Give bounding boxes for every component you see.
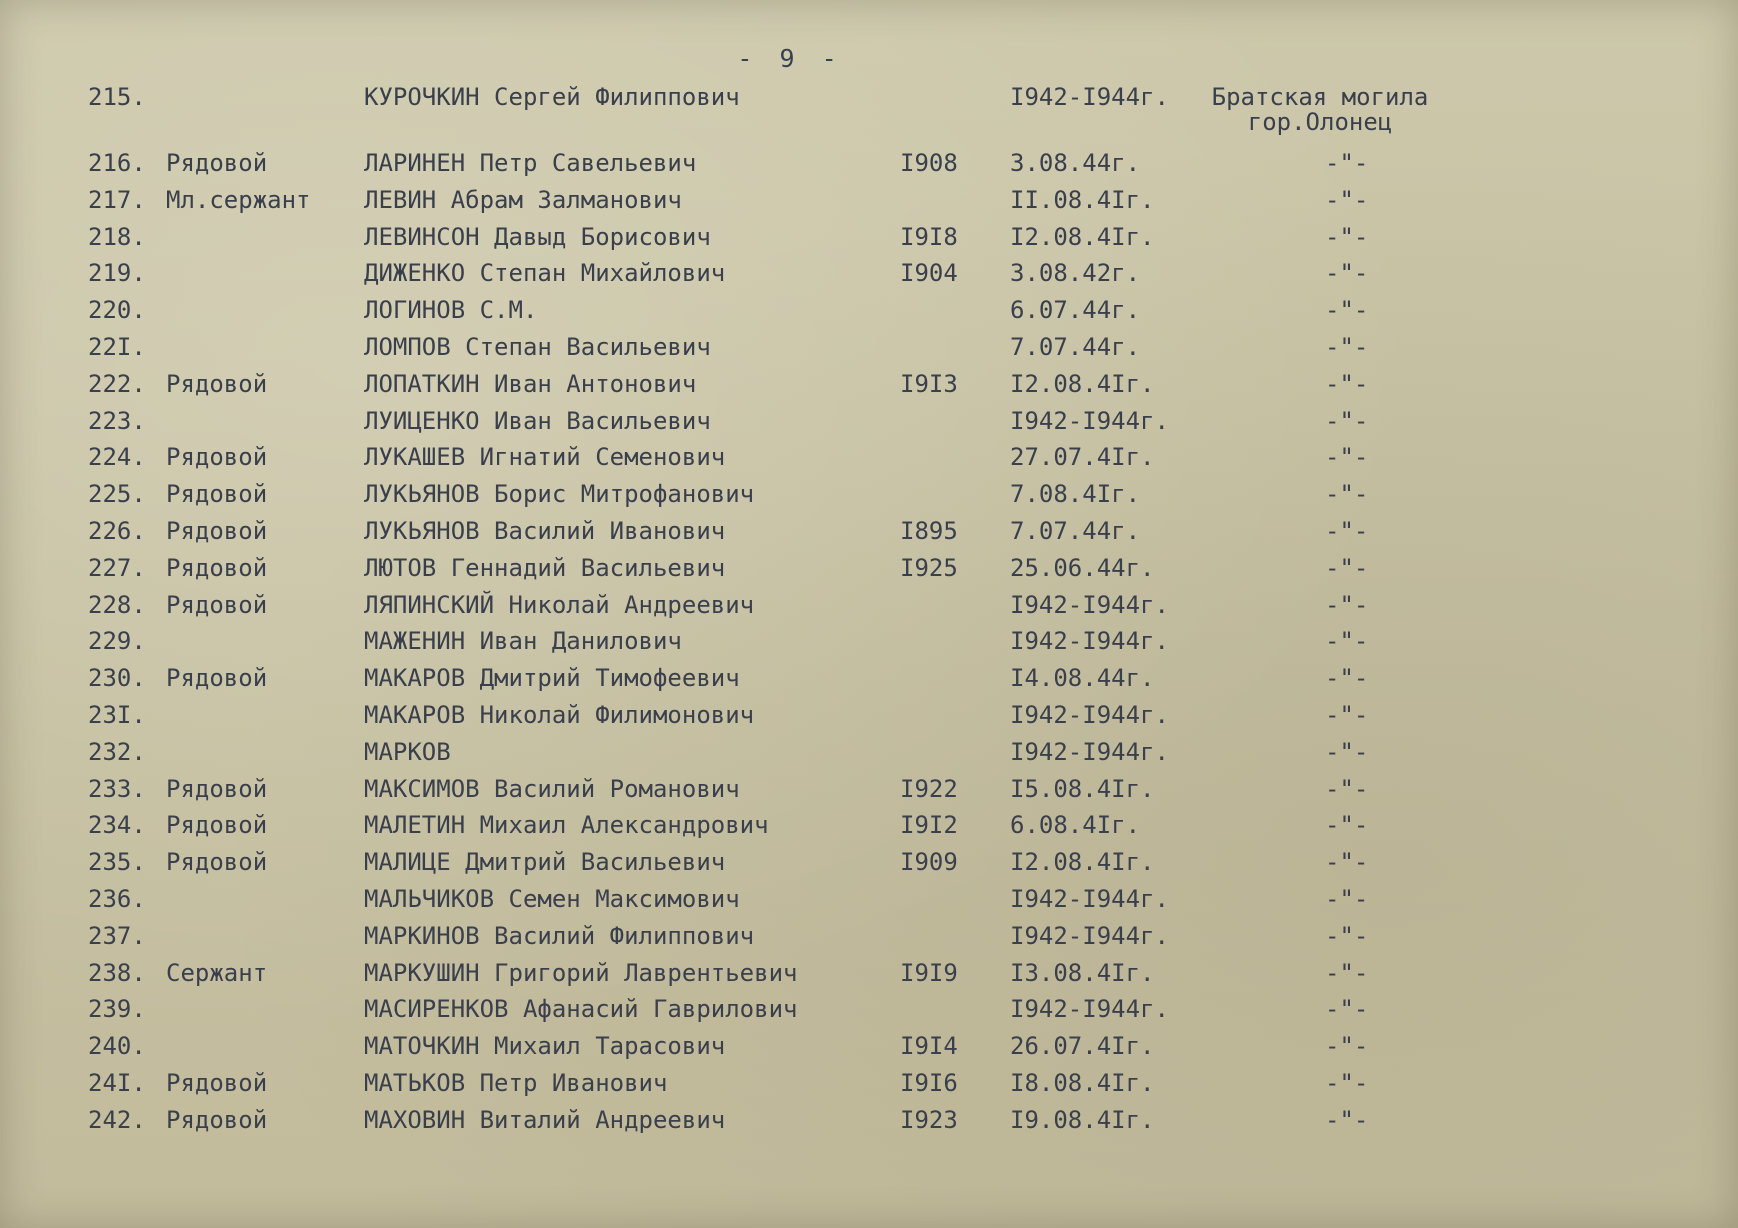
list-row: [0, 774, 1738, 811]
row-burial-place: -"-: [1325, 1068, 1369, 1097]
list-row: [0, 663, 1738, 700]
row-name: МАЖЕНИН Иван Данилович: [364, 627, 682, 656]
list-row: [0, 553, 1738, 590]
row-death-date: 3.08.42г.: [1010, 259, 1141, 288]
row-name: МАСИРЕНКОВ Афанасий Гаврилович: [364, 995, 798, 1024]
row-rank: Рядовой: [166, 590, 268, 619]
row-rank: Мл.сержант: [166, 185, 311, 214]
row-name: ЛАРИНЕН Петр Савельевич: [364, 149, 697, 177]
row-birth-year: I9I8: [900, 222, 958, 251]
row-burial-place: -"-: [1325, 516, 1369, 545]
row-rank: Рядовой: [166, 774, 268, 803]
row-death-date: I8.08.4Iг.: [1010, 1068, 1155, 1097]
row-number: 226.: [88, 516, 146, 545]
row-number: 22I.: [88, 332, 146, 361]
row-burial-place: -"-: [1325, 1032, 1369, 1061]
row-burial-place: -"-: [1325, 332, 1369, 361]
row-birth-year: I9I9: [900, 958, 958, 987]
list-row: [0, 406, 1738, 443]
row-name: ЛУКАШЕВ Игнатий Семенович: [364, 443, 726, 472]
row-number: 232.: [88, 737, 146, 766]
row-burial-place: -"-: [1325, 848, 1369, 877]
row-death-date: 25.06.44г.: [1010, 553, 1155, 582]
row-name: МАТЬКОВ Петр Иванович: [364, 1068, 668, 1097]
row-name: КУРОЧКИН Сергей Филиппович: [364, 83, 740, 111]
row-name: ДИЖЕНКО Степан Михайлович: [364, 259, 726, 288]
row-number: 215.: [88, 83, 146, 111]
list-row: [0, 847, 1738, 884]
row-birth-year: I925: [900, 553, 958, 582]
row-burial-place: -"-: [1325, 553, 1369, 582]
row-death-date: 3.08.44г.: [1010, 149, 1141, 177]
row-number: 223.: [88, 406, 146, 435]
row-rank: Рядовой: [166, 149, 268, 177]
row-death-date: 6.07.44г.: [1010, 296, 1141, 325]
list-row: [0, 258, 1738, 295]
row-death-date: I942-I944г.: [1010, 921, 1169, 950]
row-death-date: II.08.4Iг.: [1010, 185, 1155, 214]
row-name: ЛОМПОВ Степан Васильевич: [364, 332, 711, 361]
row-death-date: I942-I944г.: [1010, 884, 1169, 913]
row-number: 217.: [88, 185, 146, 214]
row-burial-place: Братская могила: [1211, 83, 1429, 111]
row-birth-year: I895: [900, 516, 958, 545]
row-burial-place: -"-: [1325, 443, 1369, 472]
row-death-date: 26.07.4Iг.: [1010, 1032, 1155, 1061]
list-row: [0, 810, 1738, 847]
row-rank: Рядовой: [166, 516, 268, 545]
list-row: [0, 295, 1738, 332]
row-name: ЛЕВИН Абрам Залманович: [364, 185, 682, 214]
row-number: 23I.: [88, 700, 146, 729]
row-number: 219.: [88, 259, 146, 288]
row-rank: Рядовой: [166, 664, 268, 693]
row-death-date: I942-I944г.: [1010, 590, 1169, 619]
row-birth-year: I9I2: [900, 811, 958, 840]
list-row: [0, 884, 1738, 921]
row-burial-place-line2: гор.Олонец: [1247, 108, 1393, 136]
row-death-date: 6.08.4Iг.: [1010, 811, 1141, 840]
row-death-date: I5.08.4Iг.: [1010, 774, 1155, 803]
row-death-date: 27.07.4Iг.: [1010, 443, 1155, 472]
row-name: МАКСИМОВ Василий Романович: [364, 774, 740, 803]
row-number: 240.: [88, 1032, 146, 1061]
row-birth-year: I922: [900, 774, 958, 803]
row-death-date: I2.08.4Iг.: [1010, 222, 1155, 251]
row-name: ЛОПАТКИН Иван Антонович: [364, 369, 697, 398]
row-death-date: I942-I944г.: [1010, 995, 1169, 1024]
row-burial-place: -"-: [1325, 259, 1369, 288]
row-burial-place: -"-: [1325, 296, 1369, 325]
row-burial-place: -"-: [1325, 664, 1369, 693]
row-name: ЛУКЬЯНОВ Василий Иванович: [364, 516, 726, 545]
row-name: МАЛЕТИН Михаил Александрович: [364, 811, 769, 840]
list-row: [0, 332, 1738, 369]
row-burial-place: -"-: [1325, 884, 1369, 913]
list-row-first: [0, 82, 1738, 138]
row-burial-place: -"-: [1325, 590, 1369, 619]
list-row: [0, 921, 1738, 958]
row-burial-place: -"-: [1325, 222, 1369, 251]
row-number: 229.: [88, 627, 146, 656]
row-burial-place: -"-: [1325, 480, 1369, 509]
row-number: 218.: [88, 222, 146, 251]
row-birth-year: I909: [900, 848, 958, 877]
row-birth-year: I923: [900, 1105, 958, 1134]
list-row: [0, 737, 1738, 774]
row-death-date: I3.08.4Iг.: [1010, 958, 1155, 987]
row-burial-place: -"-: [1325, 811, 1369, 840]
row-number: 228.: [88, 590, 146, 619]
row-burial-place: -"-: [1325, 185, 1369, 214]
list-row: [0, 958, 1738, 995]
row-number: 227.: [88, 553, 146, 582]
list-row: [0, 700, 1738, 737]
row-number: 233.: [88, 774, 146, 803]
row-number: 237.: [88, 921, 146, 950]
row-death-date: 7.08.4Iг.: [1010, 480, 1141, 509]
row-number: 230.: [88, 664, 146, 693]
row-name: МАЛЬЧИКОВ Семен Максимович: [364, 884, 740, 913]
list-row: [0, 442, 1738, 479]
row-birth-year: I9I6: [900, 1068, 958, 1097]
list-row: [0, 1105, 1738, 1142]
row-number: 234.: [88, 811, 146, 840]
list-row: [0, 516, 1738, 553]
list-row: [0, 1031, 1738, 1068]
row-number: 236.: [88, 884, 146, 913]
row-burial-place: -"-: [1325, 921, 1369, 950]
list-row: [0, 1068, 1738, 1105]
row-burial-place: -"-: [1325, 369, 1369, 398]
row-burial-place: -"-: [1325, 995, 1369, 1024]
row-rank: Рядовой: [166, 553, 268, 582]
row-rank: Сержант: [166, 958, 268, 987]
row-burial-place: -"-: [1325, 1105, 1369, 1134]
row-name: ЛЮТОВ Геннадий Васильевич: [364, 553, 726, 582]
row-death-date: I942-I944г.: [1010, 700, 1169, 729]
row-name: МАТОЧКИН Михаил Тарасович: [364, 1032, 726, 1061]
list-row: [0, 626, 1738, 663]
row-death-date: 7.07.44г.: [1010, 332, 1141, 361]
list-row: [0, 479, 1738, 516]
list-row: [0, 369, 1738, 406]
row-burial-place: -"-: [1325, 737, 1369, 766]
row-burial-place: -"-: [1325, 627, 1369, 656]
row-death-date: I2.08.4Iг.: [1010, 369, 1155, 398]
row-name: МАЛИЦЕ Дмитрий Васильевич: [364, 848, 726, 877]
row-birth-year: I9I4: [900, 1032, 958, 1061]
row-rank: Рядовой: [166, 1105, 268, 1134]
row-rank: Рядовой: [166, 480, 268, 509]
row-burial-place: -"-: [1325, 958, 1369, 987]
row-death-date: I942-I944г.: [1010, 83, 1169, 111]
row-number: 24I.: [88, 1068, 146, 1097]
row-death-date: I942-I944г.: [1010, 406, 1169, 435]
row-number: 216.: [88, 149, 146, 177]
row-name: МАРКУШИН Григорий Лаврентьевич: [364, 958, 798, 987]
row-rank: Рядовой: [166, 811, 268, 840]
list-row: [0, 148, 1738, 185]
row-number: 239.: [88, 995, 146, 1024]
row-death-date: I9.08.4Iг.: [1010, 1105, 1155, 1134]
row-death-date: I2.08.4Iг.: [1010, 848, 1155, 877]
page-number: - 9 -: [737, 44, 843, 73]
row-death-date: I942-I944г.: [1010, 737, 1169, 766]
row-birth-year: I908: [900, 149, 958, 177]
row-number: 220.: [88, 296, 146, 325]
row-rank: Рядовой: [166, 443, 268, 472]
row-rank: Рядовой: [166, 369, 268, 398]
row-name: ЛУИЦЕНКО Иван Васильевич: [364, 406, 711, 435]
row-number: 242.: [88, 1105, 146, 1134]
row-number: 225.: [88, 480, 146, 509]
row-birth-year: I904: [900, 259, 958, 288]
list-row: [0, 590, 1738, 627]
row-name: ЛЕВИНСОН Давыд Борисович: [364, 222, 711, 251]
row-burial-place: -"-: [1325, 149, 1369, 177]
row-death-date: I942-I944г.: [1010, 627, 1169, 656]
row-number: 222.: [88, 369, 146, 398]
row-number: 235.: [88, 848, 146, 877]
list-row: [0, 185, 1738, 222]
row-name: МАРКОВ: [364, 737, 451, 766]
list-row: [0, 994, 1738, 1031]
row-name: ЛЯПИНСКИЙ Николай Андреевич: [364, 590, 755, 619]
row-burial-place: -"-: [1325, 774, 1369, 803]
list-rows: [0, 148, 1738, 1142]
row-birth-year: I9I3: [900, 369, 958, 398]
row-name: ЛУКЬЯНОВ Борис Митрофанович: [364, 480, 755, 509]
row-name: МАКАРОВ Николай Филимонович: [364, 700, 755, 729]
row-rank: Рядовой: [166, 1068, 268, 1097]
row-name: ЛОГИНОВ С.М.: [364, 296, 538, 325]
row-name: МАРКИНОВ Василий Филиппович: [364, 921, 755, 950]
row-name: МАКАРОВ Дмитрий Тимофеевич: [364, 664, 740, 693]
row-burial-place: -"-: [1325, 406, 1369, 435]
row-number: 224.: [88, 443, 146, 472]
row-number: 238.: [88, 958, 146, 987]
row-death-date: 7.07.44г.: [1010, 516, 1141, 545]
list-row: [0, 222, 1738, 259]
row-rank: Рядовой: [166, 848, 268, 877]
row-name: МАХОВИН Виталий Андреевич: [364, 1105, 726, 1134]
row-burial-place: -"-: [1325, 700, 1369, 729]
row-death-date: I4.08.44г.: [1010, 664, 1155, 693]
